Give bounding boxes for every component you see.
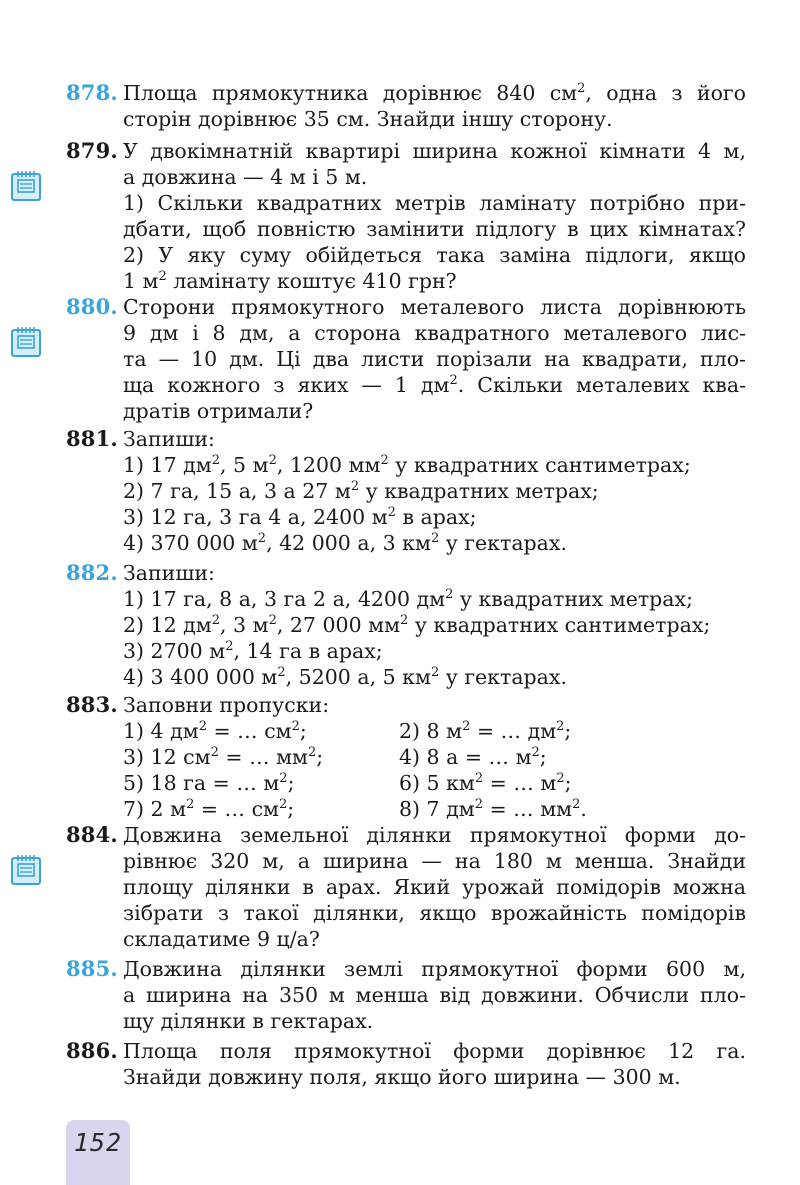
text-run: Знайди довжину поля, якщо його ширина — 300 м.: [123, 1065, 681, 1089]
text-run: = … дм: [470, 719, 557, 743]
problem-number: 878.: [66, 80, 118, 105]
problem-number: 886.: [66, 1038, 118, 1063]
text-run: 3) 12 см: [123, 745, 211, 769]
text-line: [123, 268, 746, 294]
text-line: [123, 138, 746, 164]
superscript: 2: [380, 453, 389, 468]
text-run: , 5200 а, 5 км: [285, 665, 431, 689]
problem-text: [123, 294, 746, 424]
exercise-item: [399, 770, 699, 796]
text-run: , 14 га в арах;: [233, 639, 383, 663]
superscript: 2: [430, 665, 440, 680]
text-run: в арах;: [395, 505, 477, 529]
text-run: у квадратних сантиметрах;: [388, 453, 691, 477]
text-run: 4) 3 400 000 м: [123, 665, 278, 689]
superscript: 2: [211, 453, 221, 468]
text-run: у гектарах.: [439, 665, 567, 689]
text-line: [123, 982, 746, 1008]
superscript: 2: [387, 505, 396, 520]
problem-880: [66, 294, 746, 424]
text-run: , 27 000 мм: [276, 613, 401, 637]
superscript: 2: [257, 531, 267, 546]
text-line: [123, 294, 746, 320]
text-run: = … мм: [482, 797, 573, 821]
text-run: 9 дм і 8 дм, а сторона квадратного металевого лис-: [123, 321, 746, 345]
text-line: [123, 822, 746, 848]
text-line: [123, 478, 746, 504]
notebook-icon: [10, 325, 43, 358]
problem-text: [123, 80, 746, 132]
superscript: 2: [268, 613, 277, 628]
problem-text: [123, 560, 746, 690]
text-line: [123, 398, 746, 424]
text-line: [123, 956, 746, 982]
text-run: сторін дорівнює 35 см. Знайди іншу сторону.: [123, 107, 613, 131]
superscript: 2: [211, 613, 221, 628]
text-run: 2) 8 м: [399, 719, 463, 743]
superscript: 2: [186, 797, 195, 812]
text-run: а довжина — 4 м і 5 м.: [123, 165, 368, 189]
exercise-item: [123, 718, 399, 744]
superscript: 2: [198, 719, 207, 734]
text-run: дбати, щоб повністю замінити підлогу в цих кімнатах?: [123, 217, 746, 241]
text-run: = … см: [194, 797, 279, 821]
text-line: [123, 848, 746, 874]
superscript: 2: [556, 771, 565, 786]
superscript: 2: [430, 531, 440, 546]
problem-text: [123, 822, 746, 952]
superscript: 2: [308, 745, 317, 760]
exercise-item: [123, 744, 399, 770]
text-line: [123, 530, 746, 556]
text-run: ламінату коштує 410 грн?: [166, 269, 457, 293]
text-line: [123, 216, 746, 242]
superscript: 2: [449, 373, 458, 388]
problem-text: [123, 138, 746, 294]
problem-879: [66, 138, 746, 294]
text-run: складатиме 9 ц/а?: [123, 927, 320, 951]
superscript: 2: [577, 81, 586, 96]
exercise-item: [399, 796, 699, 822]
problem-885: [66, 956, 746, 1034]
text-line: [123, 1008, 746, 1034]
problem-878: [66, 80, 746, 132]
text-run: Сторони прямокутного металевого листа дорівнюють: [123, 295, 746, 319]
problem-intro: Заповни пропуски:: [123, 693, 330, 717]
text-run: дратів отримали?: [123, 399, 314, 423]
text-run: ;: [287, 771, 295, 795]
text-run: Запиши:: [123, 427, 215, 451]
text-run: у квадратних сантиметрах;: [408, 613, 711, 637]
superscript: 2: [291, 719, 300, 734]
text-run: ;: [299, 719, 307, 743]
text-run: ;: [564, 719, 572, 743]
text-line: [123, 874, 746, 900]
superscript: 2: [350, 479, 360, 494]
text-line: [123, 242, 746, 268]
text-run: 7) 2 м: [123, 797, 187, 821]
text-line: [123, 320, 746, 346]
notebook-icon: [10, 169, 43, 202]
text-run: ;: [564, 771, 572, 795]
superscript: 2: [279, 771, 288, 786]
problem-number: 883.: [66, 692, 118, 717]
text-run: = … см: [206, 719, 292, 743]
text-run: 2) 7 га, 15 а, 3 а 27 м: [123, 479, 351, 503]
text-run: 4) 8 а = … м: [399, 745, 532, 769]
text-run: 1 м: [123, 269, 159, 293]
text-run: У двокімнатній квартирі ширина кожної кімнати 4 м,: [123, 139, 746, 163]
superscript: 2: [556, 719, 565, 734]
problem-intro-wrap: [123, 692, 746, 718]
text-run: ;: [539, 745, 547, 769]
problem-number: 879.: [66, 138, 118, 163]
text-run: , 5 м: [220, 453, 269, 477]
text-line: [123, 190, 746, 216]
text-run: у квадратних метрах;: [359, 479, 599, 503]
problem-text: [123, 1038, 746, 1090]
superscript: 2: [225, 639, 234, 654]
notebook-icon: [10, 853, 43, 886]
text-line: [123, 504, 746, 530]
text-run: зібрати з такої ділянки, якщо врожайність помідорів: [123, 901, 746, 925]
exercise-item: [399, 718, 699, 744]
superscript: 2: [531, 745, 540, 760]
text-run: 5) 18 га = … м: [123, 771, 280, 795]
superscript: 2: [279, 797, 288, 812]
problem-number: 885.: [66, 956, 118, 981]
problem-number: 884.: [66, 822, 118, 847]
text-line: [123, 926, 746, 952]
text-run: 1) 4 дм: [123, 719, 199, 743]
text-line: [123, 1038, 746, 1064]
text-run: = … мм: [218, 745, 308, 769]
text-run: у гектарах.: [439, 531, 567, 555]
text-run: 2) 12 дм: [123, 613, 212, 637]
text-run: ;: [316, 745, 324, 769]
problem-882: [66, 560, 746, 690]
text-run: площу ділянки в арах. Який урожай помідорів можна: [123, 875, 746, 899]
exercise-grid: [123, 718, 746, 822]
text-line: [123, 586, 746, 612]
text-run: 4) 370 000 м: [123, 531, 258, 555]
superscript: 2: [474, 797, 483, 812]
superscript: 2: [445, 587, 454, 602]
exercise-item: [123, 796, 399, 822]
text-run: 2) У яку суму обійдеться така заміна підлоги, якщо: [123, 243, 746, 267]
page-number: 152: [73, 1128, 123, 1157]
text-line: [123, 346, 746, 372]
text-run: Довжина земельної ділянки прямокутної форми до-: [123, 823, 746, 847]
text-run: 1) 17 дм: [123, 453, 212, 477]
text-run: рівнює 320 м, а ширина — на 180 м менша. Знайди: [123, 849, 746, 873]
text-line: [123, 612, 746, 638]
text-run: 6) 5 км: [399, 771, 475, 795]
superscript: 2: [277, 665, 286, 680]
text-line: [123, 1064, 746, 1090]
superscript: 2: [572, 797, 581, 812]
text-run: , 42 000 а, 3 км: [266, 531, 431, 555]
text-line: [123, 426, 746, 452]
problem-881: [66, 426, 746, 556]
text-run: 3) 2700 м: [123, 639, 226, 663]
text-run: Запиши:: [123, 561, 215, 585]
text-run: 3) 12 га, 3 га 4 а, 2400 м: [123, 505, 388, 529]
text-run: у квадратних метрах;: [453, 587, 693, 611]
text-line: [123, 106, 746, 132]
problem-text: [123, 956, 746, 1034]
page-number-tab: [66, 1120, 130, 1185]
superscript: 2: [462, 719, 471, 734]
problem-number: 880.: [66, 294, 118, 319]
text-run: щу ділянки в гектарах.: [123, 1009, 374, 1033]
text-run: , 1200 мм: [276, 453, 381, 477]
text-run: 8) 7 дм: [399, 797, 475, 821]
text-run: Довжина ділянки землі прямокутної форми 600 м,: [123, 957, 746, 981]
problem-text: [123, 426, 746, 556]
superscript: 2: [268, 453, 277, 468]
text-line: [123, 372, 746, 398]
text-run: ;: [287, 797, 295, 821]
text-run: = … м: [483, 771, 557, 795]
text-run: Площа поля прямокутної форми дорівнює 12 га.: [123, 1039, 746, 1063]
text-line: [123, 638, 746, 664]
superscript: 2: [158, 269, 167, 284]
text-run: 1) Скільки квадратних метрів ламінату потрібно при-: [123, 191, 746, 215]
problem-number: 882.: [66, 560, 118, 585]
problem-883: [66, 692, 746, 822]
text-line: [123, 560, 746, 586]
text-line: [123, 164, 746, 190]
text-run: а ширина на 350 м менша від довжини. Обчисли пло-: [123, 983, 746, 1007]
exercise-item: [123, 770, 399, 796]
text-run: . Скільки металевих ква-: [457, 373, 746, 397]
text-run: ща кожного з яких — 1 дм: [123, 373, 450, 397]
text-line: [123, 664, 746, 690]
text-line: [123, 900, 746, 926]
problem-number: 881.: [66, 426, 118, 451]
text-line: [123, 452, 746, 478]
superscript: 2: [210, 745, 219, 760]
problem-886: [66, 1038, 746, 1090]
text-run: 1) 17 га, 8 а, 3 га 2 а, 4200 дм: [123, 587, 446, 611]
superscript: 2: [400, 613, 409, 628]
text-run: .: [580, 797, 587, 821]
exercise-item: [399, 744, 699, 770]
text-line: [123, 80, 746, 106]
text-run: та — 10 дм. Ці два листи порізали на квадрати, пло-: [123, 347, 746, 371]
superscript: 2: [474, 771, 484, 786]
problem-884: [66, 822, 746, 952]
text-run: , 3 м: [220, 613, 269, 637]
text-run: Площа прямокутника дорівнює 840 см: [123, 81, 578, 105]
text-run: , одна з його: [585, 81, 746, 105]
